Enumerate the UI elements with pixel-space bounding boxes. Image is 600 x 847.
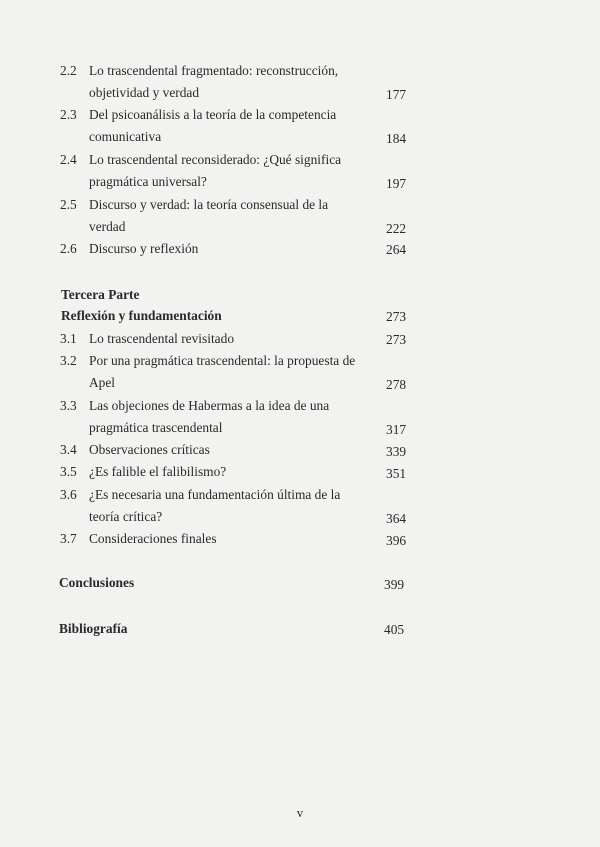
- page-number: 184: [386, 131, 407, 146]
- page-number: 278: [386, 377, 407, 392]
- section-title: Discurso y verdad: la teoría consensual de la: [89, 197, 329, 212]
- section-title: Lo trascendental reconsiderado: ¿Qué significa: [89, 152, 342, 167]
- section-number: 2.5: [60, 197, 77, 212]
- section-title: Lo trascendental fragmentado: reconstrucción,: [89, 63, 339, 78]
- section-title-cont: Apel: [89, 375, 116, 390]
- section-title: Lo trascendental revisitado: [89, 331, 235, 346]
- section-title: Consideraciones finales: [89, 531, 217, 546]
- section-title: Del psicoanálisis a la teoría de la competencia: [89, 107, 337, 122]
- section-number: 3.1: [60, 331, 77, 346]
- section-title: Observaciones críticas: [89, 442, 210, 457]
- bibliography-heading: Bibliografía: [59, 621, 128, 636]
- section-title: Por una pragmática trascendental: la propuesta de: [89, 353, 356, 368]
- section-number: 3.3: [60, 398, 77, 413]
- section-title-cont: objetividad y verdad: [89, 85, 200, 100]
- page-number: 399: [384, 577, 405, 592]
- part-subheading: Reflexión y fundamentación: [61, 308, 222, 323]
- section-number: 3.2: [60, 353, 77, 368]
- page-number: 317: [386, 422, 407, 437]
- page-footer-number: v: [296, 805, 304, 820]
- section-number: 3.6: [60, 487, 77, 502]
- section-title-cont: pragmática trascendental: [89, 420, 223, 435]
- page-number: 396: [386, 533, 407, 548]
- section-number: 3.7: [60, 531, 77, 546]
- section-number: 2.6: [60, 241, 77, 256]
- section-title-cont: teoría crítica?: [89, 509, 163, 524]
- page-number: 364: [386, 511, 407, 526]
- conclusions-heading: Conclusiones: [59, 575, 135, 590]
- section-title: ¿Es falible el falibilismo?: [89, 464, 227, 479]
- section-title-cont: comunicativa: [89, 129, 162, 144]
- page-number: 339: [386, 444, 407, 459]
- page-number: 351: [386, 466, 407, 481]
- section-title: ¿Es necesaria una fundamentación última de la: [89, 487, 341, 502]
- section-title: Las objeciones de Habermas a la idea de una: [89, 398, 330, 413]
- page-number: 177: [386, 87, 407, 102]
- page-number: 197: [386, 176, 407, 191]
- page-number: 264: [386, 242, 407, 257]
- section-number: 3.4: [60, 442, 77, 457]
- section-title-cont: pragmática universal?: [89, 174, 207, 189]
- page-number: 222: [386, 221, 407, 236]
- page-number: 273: [386, 332, 407, 347]
- section-title: Discurso y reflexión: [89, 241, 199, 256]
- page-number: 405: [384, 622, 405, 637]
- section-number: 2.2: [60, 63, 77, 78]
- section-title-cont: verdad: [89, 219, 126, 234]
- section-number: 2.4: [60, 152, 77, 167]
- section-number: 3.5: [60, 464, 77, 479]
- page-number: 273: [386, 309, 407, 324]
- section-number: 2.3: [60, 107, 77, 122]
- part-heading: Tercera Parte: [61, 287, 140, 302]
